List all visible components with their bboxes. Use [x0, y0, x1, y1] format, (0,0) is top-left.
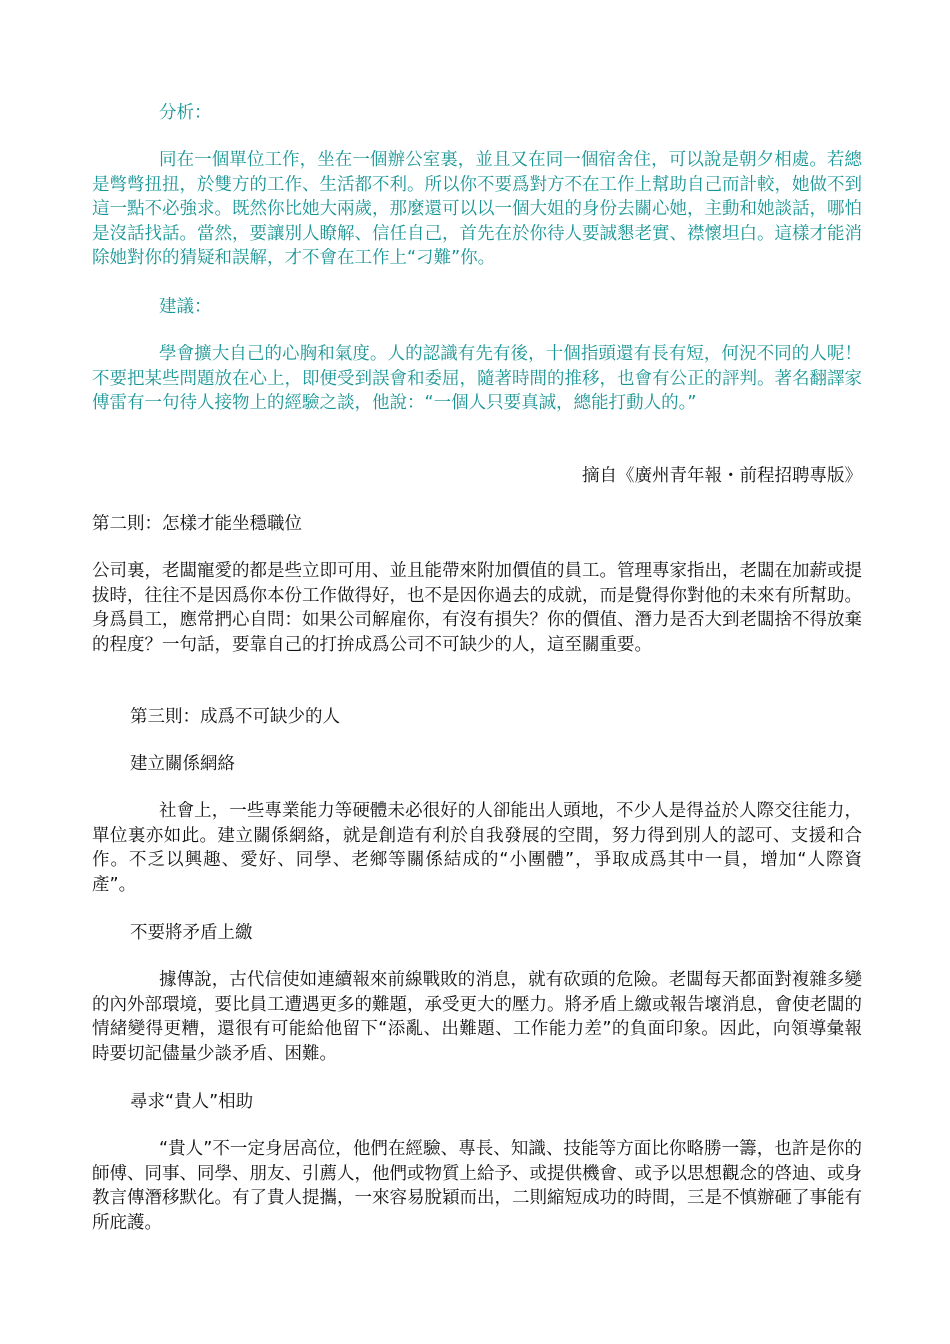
source-citation: 摘自《廣州青年報・前程招聘專版》 [582, 466, 862, 486]
section-paragraph-conflict: 據傳說，古代信使如連續報來前線戰敗的消息，就有砍頭的危險。老闆每天都面對複雜多變的內外部環境，要比員工遭遇更多的難題，承受更大的壓力。將矛盾上繳或報告壞消息，會使老闆的情緒變得更糟，還很有可能給他留下“添亂、出難題、工作能力差”的負面印象。因此，向領導彙報時要切記儘量少談矛盾、困難。 [92, 970, 862, 1064]
advice-paragraph: 學會擴大自己的心胸和氣度。人的認識有先有後，十個指頭還有長有短，何況不同的人呢！不要把某些問題放在心上，即便受到誤會和委屈，隨著時間的推移，也會有公正的評判。著名翻譯家傅雷有一句待人接物上的經驗之談，他說：“一個人只要真誠，總能打動人的。” [92, 344, 862, 413]
section-paragraph-network: 社會上，一些專業能力等硬體未必很好的人卻能出人頭地，不少人是得益於人際交往能力，單位裏亦如此。建立關係網絡，就是創造有利於自我發展的空間，努力得到別人的認可、支援和合作。不乏以興趣、愛好、同學、老鄉等關係結成的“小團體”，爭取成爲其中一員，增加“人際資產”。 [92, 801, 862, 895]
article2-title: 第二則：怎樣才能坐穩職位 [92, 514, 302, 534]
article2-paragraph: 公司裏，老闆寵愛的都是些立即可用、並且能帶來附加價值的員工。管理專家指出，老闆在加薪或提拔時，往往不是因爲你本份工作做得好，也不是因你過去的成就，而是覺得你對他的未來有所幫助。身爲員工，應常捫心自問：如果公司解雇你，有沒有損失？你的價值、潛力是否大到老闆捨不得放棄的程度？一句話，要靠自己的打拚成爲公司不可缺少的人，這至關重要。 [92, 561, 862, 655]
section-heading-mentor: 尋求“貴人”相助 [130, 1092, 254, 1112]
section-heading-network: 建立關係網絡 [130, 754, 235, 774]
section-paragraph-mentor: “貴人”不一定身居高位，他們在經驗、專長、知識、技能等方面比你略勝一籌，也許是你的師傅、同事、同學、朋友、引薦人，他們或物質上給予、或提供機會、或予以思想觀念的啓迪、或身教言傳潛移默化。有了貴人提攜，一來容易脫穎而出，二則縮短成功的時間，三是不慎辦砸了事能有所庇護。 [92, 1139, 862, 1233]
analysis-paragraph: 同在一個單位工作，坐在一個辦公室裏，並且又在同一個宿舍住，可以說是朝夕相處。若總是彆彆扭扭，於雙方的工作、生活都不利。所以你不要爲對方不在工作上幫助自己而計較，她做不到這一點不必強求。既然你比她大兩歲，那麼還可以以一個大姐的身份去關心她，主動和她談話，哪怕是沒話找話。當然，要讓別人瞭解、信任自己，首先在於你待人要誠懇老實、襟懷坦白。這樣才能消除她對你的猜疑和誤解，才不會在工作上“刁難”你。 [92, 150, 862, 268]
article3-title: 第三則：成爲不可缺少的人 [130, 707, 340, 727]
analysis-heading: 分析： [159, 103, 212, 123]
section-heading-conflict: 不要將矛盾上繳 [130, 923, 253, 943]
advice-heading: 建議： [159, 297, 212, 317]
